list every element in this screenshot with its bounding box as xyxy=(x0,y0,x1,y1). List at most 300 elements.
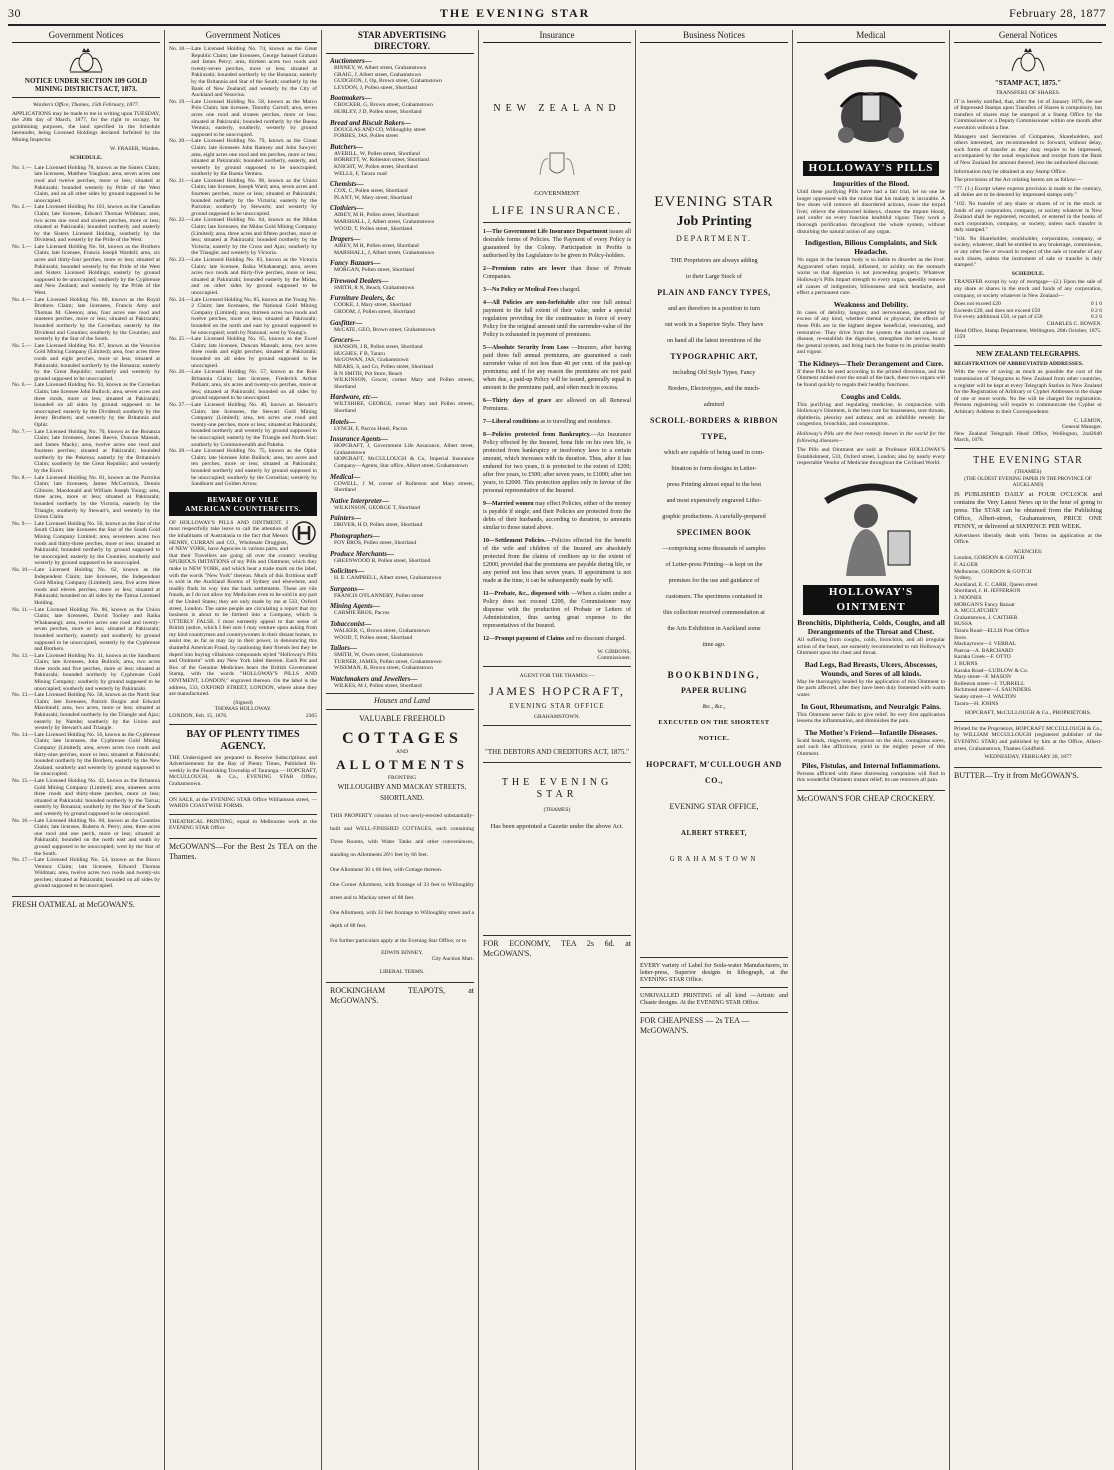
holloway-notice: OF HOLLOWAY'S PILLS AND OINTMENT. I most respectfully take leave to call the attention of the inhabitants of Australasia to the fact that Messrs HENRY, CURRAN and CO., Wholesale Druggists, of NEW YORK, have Agencies in various parts, and that their Travellers are going all over the country vending SPURIOUS IMITATIONS of my Pills and Ointment, which they make in NEW YORK, and which bear a trade mark on the label, with the words "New York" thereon. Much of this fictitious stuff is sold in the Auckland Rooms of Sydney and elsewhere, and readily finds its way into the back settlements. These are vile frauds, as I do not allow my Medicines even to be sold in any part of the United States; they are only made by me at 533, Oxford street, London. The same people are circulating a report that my business is about to be formed into a Company, which is UTTERLY FALSE. I most earnestly appeal to that sense of British justice, which I feel sure I may venture upon asking from my kind countrymen and countrywomen in their distant homes, to assist me, as far as may lay in their power, in denouncing this shameful American Fraud, by cautioning their friends lest they be duped into buying villainous compounds styled "Holloway's Pills and Ointment" with any New York label thereon. Each Pot and Box of the Genuine Medicines bears the British Government Stamp, with the words "HOLLOWAY'S PILLS AND OINTMENT, LONDON," engraved thereon. On the label is the address, 533, OXFORD STREET, LONDON, where alone they are manufactured. xyxy=(169,519,317,698)
commissioner-name: W. GIBBONS, xyxy=(597,648,631,655)
issue-date: February 28, 1877 xyxy=(1009,6,1106,20)
life-insurance-heading: LIFE INSURANCE. xyxy=(491,202,622,217)
directory-entry: GRAIG, J, Albert street, Grahamstown xyxy=(334,71,422,78)
directory-category: Medical— xyxy=(330,472,361,481)
schedule-table xyxy=(169,46,317,488)
directory-entry: AVERILL, W, Pollen street, Shortland xyxy=(334,150,420,157)
manager-name: C. LEMON, xyxy=(1074,417,1102,424)
schedule-text: TRANSFER except by way of mortgage—(2.) Upon the sale of any share or shares in the stock and funds of any corporation, company, or society whatever in New Zealand— xyxy=(954,279,1102,299)
schedule-title: SCHEDULE. xyxy=(69,155,103,162)
ad-line: this collection received commendation at xyxy=(663,609,765,616)
stamp-text: "104. No Shareholder, stockholder, corporation, company, or society, whatever, shall be entitled to any brokerage, commission, or any other fee or reward in respect of the sale or transfer of any such shares, unless the instrument of sale or transfer is duly stamped." xyxy=(954,235,1102,269)
schedule-row: No. 11.— Late Licensed Holding No. 86, known as the Union Claim; late licensees, David Toohey and Raika Whakaeangi; area, twelve acres one rood and twenty-seven perches, more or less; situated at Pakirarahi; bounded northerly, easterly and southerly by ground supposed to be unoccupied, westerly by the Cyphreuse and Brothers. xyxy=(12,606,160,653)
ad-line: out work in a Superior Style. They have xyxy=(664,321,764,328)
liberal-terms: LIBERAL TERMS. xyxy=(379,969,425,976)
notice-intro: APPLICATIONS may be made to me in writing upon TUESDAY, the 20th day of March, 1877, for the right to occupy, for goldmining purposes, the land specified in the Schedule hereunder, being Licensed Holdings declared forfeited by the Mining Inspector. xyxy=(12,110,160,143)
schedule-row: No. 4.— Late Licensed Holding No. 80, known as the Royal Brothers Claim; late licensees, Francis Amy and Thomas M. Gleeson; area, four acres one rood and nineteen perches, more or less; situated at Pakirarahi; bounded northerly by the Cornelian; easterly by the Dividend and Counties; southerly by the Counties; and westerly by the Star of the South. xyxy=(12,296,160,343)
directory-category: Photographers— xyxy=(330,531,380,540)
ad-line: press Printing almost equal to the best xyxy=(666,481,762,488)
agent-entry: Rolleston street—J. TURRELL xyxy=(954,680,1025,687)
stamp-dept: Head Office, Stamp Department, Wellington, 20th October, 1875. xyxy=(954,327,1102,334)
ad-line: time ago. xyxy=(702,641,726,648)
insurance-item: 1—The Government Life Insurance Department issues all desirable forms of Policies. The Payment of every Policy is guaranteed by the Colony. Participation in Profits is authorised by the Legislature to be given to Policy-holders. xyxy=(483,228,631,259)
directory-category: Mining Agents— xyxy=(330,602,380,611)
ad-line: of Letter-press Printing—is kept on the xyxy=(665,561,763,568)
agent-office: EVENING STAR OFFICE xyxy=(509,702,605,711)
street-name: ALBERT STREET, xyxy=(680,829,748,837)
printed-by: Printed for the Proprietors, HOPCRAFT MCCULLOUGH & Co., by WILLIAM MCCULLOUGH (registered publisher of the EVENING STAR) and published by him at the Office, Albert-street, Grahamstown, Thames Goldfield. xyxy=(954,725,1102,752)
stamp-text: "102. No transfer of any share or shares of or in the stock or funds of any corporation, company, or society whatever in New Zealand shall be registered, recorded, or entered in the books of such corporation, company, or society, unless such transfer is duly stamped." xyxy=(954,200,1102,234)
department-label: DEPARTMENT. xyxy=(676,234,752,243)
directory-entry: FRANCIS O'FLANNERY, Pollen street xyxy=(334,592,424,599)
diseases-list-intro: Holloway's Pills are the best remedy known in the world for the following diseases— xyxy=(797,431,945,444)
directory-entry: McCATE, GEO, Brown street, Grahamstown xyxy=(334,326,436,333)
schedule-row: No. 21.— Late Licensed Holding No. 90, known as the Union Claim; late licensee, Joseph Ward; area, seven acres and fourteen perches, more or less; situated at Pakirarahi; bounded northerly by the Victoria; easterly by the Pactolus; southerly by Stewarts; and westerly by ground supposed to be unoccupied. xyxy=(169,177,317,217)
directory-category: Firewood Dealers— xyxy=(330,276,389,285)
footer-ad: ROCKINGHAM TEAPOTS, at McGOWAN'S. xyxy=(326,982,474,1006)
ad-line: and are therefore in a position to turn xyxy=(668,305,760,312)
insurance-item: 6—Thirty days of grace are allowed on all Renewal Premiums. xyxy=(483,397,631,412)
agent-entry: Shortland, J. H. JEFFERSON xyxy=(954,588,1021,595)
directory-entry: LEYDON, J, Pollen street, Shortland xyxy=(334,84,418,91)
holloway-dateline: LONDON, Feb. 15, 1876. 2365 xyxy=(169,713,317,719)
agencies-heading: AGENCIES: xyxy=(1013,548,1043,555)
signed-label: (Signed) xyxy=(233,699,253,706)
column-insurance xyxy=(479,30,636,1470)
insurance-item: 5—Absolute Security from Loss —Insurers, after having paid three full annual premiums, are guaranteed a cash surrender value of not less than 40 per cent. of the paid-up premiums; and if for any reason the premiums are not paid when due, a paid-up Policy will be issued, generally equal in amount to the premiums paid, and often much in excess. xyxy=(483,344,631,391)
directory-entry: WELLS, F, Tararu road xyxy=(334,170,387,177)
divider xyxy=(169,814,317,815)
directory-entry: SMITH, R N, Beach, Grahamstown xyxy=(334,284,415,291)
directory-entry: GROOM, J, Pollen street, Shortland xyxy=(334,309,415,316)
directory-entry: H. E. CAMPBELL, Albert street, Grahamstown xyxy=(334,575,442,582)
divider xyxy=(483,666,631,667)
directory-category: Fancy Bazaars— xyxy=(330,259,381,268)
agent-entry: Tararu—H. JOHNS xyxy=(954,700,999,707)
schedule-row: No. 18.— Late Licensed Holding No. 74, known as the Great Republic Claim; late licensees, George Samuel Graham and James Percy; area, thirteen acres two roods and twenty-seven perches, more or less; situated at Pakirarahi; bounded northerly by the Bonanza; easterly by the Britannia and Star of the South; southerly by the Bank of New Zealand; and westerly by the City of Auckland and Vesuvius. xyxy=(169,46,317,99)
section-heading: Bad Legs, Bad Breasts, Ulcers, Abscesses, Wounds, and Sores of all kinds. xyxy=(804,659,938,678)
schedule-row: No. 25.— Late Licensed Holding No. 65, known as the Excel Claim; late licensee, Duncan Mansah; area, two acres three roods and eight perches; situated at Pakirarahi; bounded on all sides by ground supposed to be unoccupied. xyxy=(169,336,317,369)
directory-category: Chemists— xyxy=(330,180,364,189)
directory-category: Watchmakers and Jewellers— xyxy=(330,674,418,683)
directory-category: Tobacconist— xyxy=(330,619,372,628)
theatrical-notice: THEATRICAL PRINTING, equal to Melbourne work at the EVENING STAR Office xyxy=(169,818,317,832)
evening-star-heading: EVENING STAR xyxy=(654,194,774,210)
column-heading: STAR ADVERTISING DIRECTORY. xyxy=(326,30,474,54)
schedule-row: No. 5.— Late Licensed Holding No. 87, known as the Vesuvius Gold Mining Company (Limited); area, four acres three roods and eight perches, more or less; situated at Pakirarahi; bounded northerly by the Bonanza; easterly by the Great Republic; southerly and westerly by ground supposed to be unoccupied. xyxy=(12,342,160,382)
agent-town: GRAHAMSTOWN. xyxy=(533,713,581,720)
directory-entry: TURNER, JAMES, Pollen street, Grahamstown xyxy=(334,658,442,665)
ad-line: which are capable of being used in com- xyxy=(663,449,765,456)
footer-ad: BUTTER—Try it from McGOWAN'S. xyxy=(954,767,1102,781)
directory-entry: FOY BROS, Pollen street, Shortland xyxy=(334,539,417,546)
bay-of-plenty-title: BAY OF PLENTY TIMES AGENCY. xyxy=(186,728,300,752)
directory-entry: PLANT, W, Mary street, Shortland xyxy=(334,194,413,201)
allotment-2: One Allotment, with 33 feet frontage to Willoughby street and a depth of 88 feet. xyxy=(330,909,474,929)
printing-ad-lines xyxy=(640,253,788,653)
commissioner-title: Commissioner. xyxy=(597,655,631,662)
paper-title: THE EVENING STAR xyxy=(439,6,591,20)
cottages-heading: COTTAGES xyxy=(342,729,462,747)
bookbinding-heading: BOOKBINDING, xyxy=(667,670,761,680)
agent-entry: London, GORDON & GOTCH xyxy=(954,555,1025,562)
signatory: CHARLES C. BOWEN. xyxy=(1046,321,1102,327)
imprint-date: WEDNESDAY, FEBRUARY 28, 1877 xyxy=(984,754,1072,761)
column-heading: Government Notices xyxy=(12,30,160,43)
directory-entry: MARSHALL, J, Albert street, Grahamstown xyxy=(334,249,435,256)
notice-label: NOTICE. xyxy=(698,735,730,742)
section-heading: Piles, Fistulas, and Internal Inflammations. xyxy=(801,760,941,770)
directory-entry: GREENWOOD B, Pollen street, Shortland xyxy=(334,557,431,564)
directory-entry: R N SMITH, Pot Store, Beach xyxy=(334,370,403,377)
agent-entry: Sydney, xyxy=(954,575,972,582)
schedule-row: No. 28.— Late Licensed Holding No. 75, known as the Ophir Claim; late licensee John Bullock; area, ten acres and ten perches, more or less; situated at Pakirarahi; bounded northerly and easterly by ground supposed to be unoccupied; southerly by the Cornelian; westerly by Sandhurst and Golden Arrow. xyxy=(169,448,317,488)
agent-entry: J. BURNS xyxy=(954,660,978,667)
holloway-ointment-illustration xyxy=(816,471,926,581)
section-text: Until these purifying Pills have had a fair trial, let no one be longer oppressed with the notion that his malady is incurable. A few doses will remove all disordered actions, rouse the torpid liver, relieve the obstructed kidneys, cleanse the impure blood, and confer on every function healthful vigour. They work a thorough purification throughout the whole system, without disturbing the natural action of any organ. xyxy=(797,189,945,235)
footer-ad: McGOWAN'S—For the Best 2s TEA on the Thames. xyxy=(169,838,317,862)
divider xyxy=(954,721,1102,722)
divider xyxy=(12,97,160,98)
directory-entry: CARMIE BROS, Pacros xyxy=(334,610,390,617)
directory-category: Tailors— xyxy=(330,644,357,653)
schedule-row: No. 12.— Late Licensed Holding No. 41, known as the Sandhurst Claim; late licensees, John Bullock; area, two acres three roods and five perches, more or less; situated at Pakirarahi; bounded northerly by Cyphreuse Gold Mining Company; southerly by ground supposed to be unoccupied; southerly and westerly by Pakirarahi. xyxy=(12,652,160,692)
directory-entry: MORGAN, Pollen street, Shortland xyxy=(334,267,415,274)
town-name: GRAHAMSTOWN xyxy=(669,855,759,863)
directory-category: Grocers— xyxy=(330,336,360,345)
directory-category: Produce Merchants— xyxy=(330,549,394,558)
column-heading: General Notices xyxy=(954,30,1102,43)
section-heading: The Mother's Friend—Infantile Diseases. xyxy=(804,727,938,737)
published-text: IS PUBLISHED DAILY at FOUR O'CLOCK and contains the Very Latest News up to the hour of going to press. The STAR can be obtained from the Publishing Office, Albert-street, Grahamstown, PRICE ONE PENNY, or delivered at SIXPENCE PER WEEK. xyxy=(954,490,1102,530)
directory-category: Native Interpreter— xyxy=(330,496,389,505)
and-label: AND xyxy=(395,748,409,755)
etc-label: &c., &c., xyxy=(702,703,726,710)
stamp-text: The provisions of the Act relating hereto are as follow:— xyxy=(954,177,1083,184)
schedule-table xyxy=(12,165,160,890)
insurance-items xyxy=(483,228,631,643)
directory-category: Furniture Dealers, &c xyxy=(330,294,395,303)
column-government-1 xyxy=(8,30,165,1470)
directory-entry: HUGHES, F B, Tararu xyxy=(334,350,385,357)
divider xyxy=(326,693,474,694)
directory-entry: GUDGEON, J, Op, Brown street, Grahamstown xyxy=(334,78,442,85)
government-label: GOVERNMENT xyxy=(534,190,580,197)
insurance-item: 10—Settlement Policies.—Policies effected for the benefit of the wife and children of the Insured are absolutely protected from the claims of creditors up to the extent of £2000, provided that the premiums are payable during life, or any period not less than seven years. If appointment is not made at the time, it can be subsequently made by will. xyxy=(483,537,631,584)
bay-of-plenty-text: THE Undersigned are prepared to Receive Subscriptions and Advertisements for the Bay of Plenty Times, Published Bi-weekly in the Flourishing Township of Tauranga.— HOPCRAFT, McCULLOUGH, & Co., EVENING STAR Office, Grahamstown. xyxy=(169,754,317,787)
directory-list xyxy=(326,57,474,689)
auctioneer-name: EDWIN BINNEY, xyxy=(381,949,423,956)
stamp-text: "77. (1.) Except where express provision is made to the contrary, all duties are to be denoted by impressed stamps only." xyxy=(954,185,1102,199)
ad-line: admired xyxy=(703,401,725,408)
agent-entry: Melbourne, GORDON & GOTCH xyxy=(954,568,1032,575)
proprietors-name: HOPCRAFT, M'CULLOUGH AND CO., xyxy=(646,760,782,785)
insurance-item: 4—All Policies are non-forfeitable after one full annual payment to the full extent of their value, under a special regulation providing for the continuance in force of every Policy for the original amount until the surrender-value of the Policy is exhausted in payment of premiums. xyxy=(483,299,632,338)
column-heading: Insurance xyxy=(483,30,631,43)
valuable-freehold: VALUABLE FREEHOLD xyxy=(359,714,445,724)
agent-entry: Karaka Road—LUDLOW & Co. xyxy=(954,667,1029,674)
agent-entry: J. NOONES xyxy=(954,595,982,602)
directory-entry: WISEMAN, B, Brown street, Grahamstown xyxy=(334,665,433,672)
section-text: All suffering from coughs, colds, bronchitis, and all irregular action of the heart, are earnestly recommended to rub Holloway's Ointment upon the chest and throat. xyxy=(797,637,945,657)
wardens-office: Warden's Office, Thames, 15th February, 1877. xyxy=(33,102,139,108)
directory-entry: BORRETT, W, Rolleston street, Shortland xyxy=(334,157,429,164)
agent-entry: BUSSA xyxy=(954,621,973,628)
agent-entry: F. ALGER xyxy=(954,562,978,569)
schedule-row: No. 7.— Late Licensed Holding No. 70, known as the Bonanza Claim; late licensees, James Reeve, Duncan Mansah, and James Macky; area, twelve acres one rood and fourteen perches; situated at Pakirarahi; bounded northerly by the Pukeroa; easterly by the Britannia's Claim; southerly by the Great Republic; and westerly by the Excel. xyxy=(12,428,160,475)
section-text: Persons afflicted with these distressing complaints will find in this wonderful Ointment instant relief; its use removes all pain. xyxy=(797,770,945,784)
notice-signature: W. FRASER, Warden. xyxy=(109,145,160,152)
column-medical xyxy=(793,30,950,1470)
directory-entry: HURLEY, J D, Pollen street, Shortland xyxy=(334,108,422,115)
schedule-row: No. 15.— Late Licensed Holding No. 42, known as the Britannia Gold Mining Company (Limited); area, nineteen acres three roods and thirty-three perches, more or less; situated at Pakirarahi; bounded northerly by the Tairua; easterly by Bonanza; southerly by the Star of the South and westerly by ground supposed to be unoccupied. xyxy=(12,777,160,817)
insurance-item: 7—Liberal conditions as to travelling and residence. xyxy=(483,418,612,425)
unrivalled-notice: UNRIVALLED PRINTING of all kind —Artistic and Chaste designs. At the EVENING STAR Office. xyxy=(640,992,788,1006)
ad-line: bination to form designs in Letter- xyxy=(671,465,757,472)
directory-entry: HOPCRAFT, J, Government Life Assurance, Albert street, Grahamstown xyxy=(334,443,474,456)
insurance-item: 9—Married women may effect Policies, either of the money is payable if single; and their Policies are protected from the debts of their husbands, according to duration, to amounts similar to those stated above. xyxy=(483,500,631,531)
ad-line: THE Proprietors are always adding xyxy=(670,257,758,264)
ad-line: premises for the use and guidance of xyxy=(668,577,760,584)
column-heading: Business Notices xyxy=(640,30,788,43)
labels-notice: EVERY variety of Label for Soda-water Manufacturers, in letter-press, Superior designs in lithograph, at the EVENING STAR Office. xyxy=(640,962,788,983)
stamp-text: Information may be obtained at any Stamp Office. xyxy=(954,168,1067,175)
schedule-row: No. 17.— Late Licensed Holding No. 54, known as the Bosco Ventura Claim; late licensee, Edward Thomas Wildman; area, twelve acres two roods and twenty-six perches; situated at Pakirarahi; bounded on all sides by ground supposed to be unoccupied. xyxy=(12,857,160,890)
footer-ad: FOR ECONOMY, TEA 2s 6d. at McGOWAN'S. xyxy=(483,935,631,959)
vendors-note: The Pills and Ointment are sold at Professor HOLLOWAY'S Establishment, 533, Oxford street, London; also by nearly every respectable Vendor of Medicine throughout the Civilised World. xyxy=(797,447,945,467)
schedule-row: No. 26.— Late Licensed Holding No. 57, known as the Rule Britannia Claim; late licensee, Frederick Arthur Pulham; area, six acres and twenty-six perches, more or less; situated at Pakirarahi; bounded on all sides by ground supposed to be unoccupied. xyxy=(169,369,317,402)
schedule-row: No. 8.— Late Licensed Holding No. 81, known as the Pactolus Claim; late licensees, James McCormick, Dennis Gilmore, Macdonald and William Joseph Young; area, three acres, more or less; situated at Pakirarahi; bounded northerly by the Victoria, easterly by the Triangle, southerly by Stewart's, and westerly by the Union Claim. xyxy=(12,474,160,521)
agent-entry: Karaka Creek—F. OTTO xyxy=(954,654,1011,661)
divider xyxy=(483,725,631,726)
directory-category: Bread and Biscuit Bakers— xyxy=(330,118,412,127)
section-heading: The Kidneys—Their Derangement and Cure. xyxy=(798,358,944,368)
allotment-corner: One Corner Allotment, with frontage of 33 feet to Willoughby street and to Mackay street of 88 feet. xyxy=(330,881,474,901)
gazette-appointed: Has been appointed a Gazette under the above Act. xyxy=(490,823,624,831)
ad-line: PLAIN AND FANCY TYPES, xyxy=(657,288,771,297)
column-advertising-directory xyxy=(322,30,479,1470)
directory-entry: BINNEY, W, Albert street, Grahamstown xyxy=(334,65,427,71)
insurance-item: 8—Policies protected from Bankruptcy.—An Insurance Policy effected by the Insured, bona fide on his own life, is protected from bankruptcy or insolvency laws to a certain amount, which increases with its duration. Thus, after it has endured for two years, it is protected to the extent of £200; after five years, to £500; after seven years, to £1000; after ten years, to £2000. This protection applies only in favour of the personal representative of the Insured. xyxy=(483,431,632,494)
divider xyxy=(326,709,474,710)
fee-row: Exceeds £20, and does not exceed £50 0 2 6 xyxy=(954,307,1102,314)
columns xyxy=(8,30,1106,1470)
directory-entry: DOUGLAS AND CO, Willoughby street xyxy=(334,126,426,133)
debtors-act: "THE DEBTORS AND CREDITORS ACT, 1875." xyxy=(485,747,629,756)
ad-line: SPECIMEN BOOK xyxy=(676,528,752,537)
directory-category: Hardware, etc— xyxy=(330,393,378,402)
divider xyxy=(640,987,788,988)
section-heading: Weakness and Debility. xyxy=(833,299,909,309)
fronting-label: FRONTING xyxy=(387,775,417,782)
paper-ruling-heading: PAPER RULING xyxy=(680,686,748,695)
agent-label: AGENT FOR THE THAMES:— xyxy=(519,672,595,679)
streets-label: WILLOUGHBY AND MACKAY STREETS, SHORTLAND. xyxy=(337,782,467,802)
property-desc: THIS PROPERTY consists of two newly-erected substantially-built and WELL-FINISHED COTTAGES, each containing Three Rooms, with Water Tanks and other conveniences, standing on Allotments 26½ feet by 66 feet. xyxy=(330,812,474,858)
schedule-row: No. 9.— Late Licensed Holding No. 50, known as the Star of the South Claim; late licensees the Star of the South Gold Mining Company Limited; area, seventeen acres two roods and thirty-three perches, more or less; situated at Pakirarahi; bounded northerly by ground supposed to be unoccupied; easterly by the Counties; southerly and westerly by ground supposed to be unoccupied. xyxy=(12,520,160,567)
directory-entry: CROCKER, G, Brown street, Grahamstown xyxy=(334,102,433,109)
ad-line: the Arts Exhibition in Auckland some xyxy=(667,625,761,632)
schedule-row: No. 1.— Late Licensed Holding 78, known as the Sisters Claim; late licensees, Matthew Vaughan; area, seven acres one rood and twelve perches, more or less; situated at Pakirarahi; bounded westerly by Pride of the West Claim, and on all other sides by ground supposed to be unoccupied. xyxy=(12,164,160,204)
further-particulars: For further particulars apply at the Evening Star Office; or to xyxy=(330,937,467,944)
telegraphs-heading: NEW ZEALAND TELEGRAPHS. xyxy=(976,349,1080,358)
directory-entry: AIREY, M H, Pollen street, Shortland xyxy=(334,212,419,219)
manager-title: General Manager. xyxy=(1061,424,1102,431)
proprietors: HOPCRAFT, McCULLOUGH & Co., PROPRIETORS. xyxy=(964,710,1092,717)
directory-entry: WILKINSON, GEORGE T, Shortland xyxy=(334,504,421,511)
divider xyxy=(483,762,631,763)
column-general-notices xyxy=(950,30,1106,1470)
directory-entry: MARSHALL, J, Albert street, Grahamstown xyxy=(334,218,435,225)
ad-line: TYPOGRAPHIC ART, xyxy=(670,352,758,361)
stamp-text: IT is hereby notified, that, after the 1st of January 1876, the use of Impressed Stamps upon Transfers of Shares is compulsory, but transfers of shares may be stamped at a Stamp Office by the Commissioner or a Deputy Commissioner within one month after execution without a fine. xyxy=(954,98,1102,131)
directory-entry: DRIVER, H D, Pollen street, Shortland xyxy=(334,522,423,529)
schedule-title: SCHEDULE. xyxy=(1011,270,1045,277)
schedule-row: No. 23.— Late Licensed Holding No. 83, known as the Victoria Claim; late licensee, Raika Whakaeangi; area, seven acres two roods and thirty-five perches, more or less; situated at Pakirarahi; bounded easterly by the Midas, and on other sides by ground supposed to be unoccupied. xyxy=(169,257,317,296)
section-text: In cases of debility, languor, and nervousness, generated by excess of any kind, whether mental or physical, the effects of these Pills are in the highest degree beneficial, renovating, and restorative. They drive from the system the morbid causes of disease, re-establish the digestion, strengthen the nerves, brace the general system, and bring back the frame to its pristine health and vigour. xyxy=(797,309,945,356)
agent-entry: MORGAN'S Fancy Bazaar xyxy=(954,601,1015,608)
schedule-row: No. 27.— Late Licensed Holding No. 40, known as Stewart's Claim; late licensees, the Stewart Gold Mining Company (Limited); area, ten acres one rood and twenty-one perches, more or less; situated at Pakirarahi; bounded northerly and westerly by ground supposed to be unoccupied; easterly by the Triangle and North Star; southerly by Commonwealth and Pakeha. xyxy=(169,402,317,448)
divider xyxy=(483,222,631,223)
schedule-row: No. 2.— Late Licensed Holding No 103, known as the Canadian Claim; late licensee, Edward Thomas Wildman; area, two acres one rood and sixteen perches, more or less; situated at Pakirarahi; bounded northerly and easterly by the Sisters Licensed Holding, southerly by the Dividend, and westerly by the Pride of the West. xyxy=(12,204,160,244)
directory-entry: KNIGHT, W, Pollen street, Shortland xyxy=(334,163,418,170)
divider xyxy=(169,724,317,725)
directory-entry: WALKER, G, Brown street, Grahamstown xyxy=(334,627,430,634)
royal-crest-icon xyxy=(1008,47,1048,75)
column-government-2 xyxy=(165,30,322,1470)
thames-label: (THAMES) xyxy=(543,806,571,813)
directory-entry: COX, C, Pollen street, Shortland xyxy=(334,188,408,195)
section-text: If these Pills be used according to the printed directions, and the Ointment rubbed over the small of the back, these two organs will be found quickly to regain their healthy functions. xyxy=(797,368,945,389)
directory-entry: HOPCRAFT, McCULLOUGH & Co, Imperial Insurance Company—Agents, Star office, Albert street, Grahamstown xyxy=(334,456,474,469)
section-text: No organ in the human body is so liable to disorder as the liver. Aggravated when torpid, inflamed, or acidity on the stomach warns us that digestion is not proceeding properly. Whatever Holloway's Pills impart strength to every organ, speedily remove all causes of indigestion, biliousness and sick headache, and effect a permanent cure. xyxy=(797,257,945,297)
footer-ad: McGOWAN'S FOR CHEAP CROCKERY. xyxy=(797,790,945,804)
agent-entry: Grahamstown, J. CAITHER xyxy=(954,614,1018,621)
insurance-item: 11—Probate, &c., dispensed with —When a claim under a Policy does not exceed £200, the Commissioner may dispense with the production of Probate or Letters of Administration, thus saving great expense to the representatives of the Insured. xyxy=(483,590,632,629)
column-heading: Government Notices xyxy=(169,30,317,43)
insurance-item: 12—Prompt payment of Claims and no discount charged. xyxy=(483,635,626,642)
schedule-row: No. 10.— Late Licensed Holding No. 62, known as the Independent Claim; late licensees, the Independent Gold Mining Company (Limited); area, five acres three roods and eleven perches, more or less; situated at Pakirarahi; bounded on all sides by the Tairua Licensed Holding. xyxy=(12,566,160,606)
divider xyxy=(640,957,788,958)
thames-label: (THAMES) xyxy=(1014,468,1042,475)
ad-line: Borders, Electrotypes, and the much- xyxy=(667,385,761,392)
schedule-row: No. 20.— Late Licensed Holding No. 79, known as the Count Claim; late licensees John Ramsey and John Sawyer; area, eight acres one rood and ten perches, more or less; situated at Pakirarahi; bounded northerly, easterly, and westerly by ground supposed to be unoccupied; southerly by the Buena Ventura. xyxy=(169,138,317,178)
section-heading: Bronchitis, Diphtheria, Colds, Coughs, and all Derangements of the Throat and Chest. xyxy=(797,618,945,636)
royal-crest-icon xyxy=(66,47,106,75)
column-business-notices xyxy=(636,30,793,1470)
h-trademark-icon xyxy=(291,520,317,546)
schedule-row: No. 13.— Late Licensed Holding No. 58, known as the North Star Claim; late licensees, Patrick Burgin and Edward Macdonell; area, two acres, more or less; situated at Pakirarahi; bounded northerly by the Triangle and Ajax; easterly by Nambe; southerly by the Union and westerly by Stewart's and Triangle. xyxy=(12,692,160,732)
directory-entry: WOOD, T, Pollen street, Shortland xyxy=(334,634,413,641)
office-name: EVENING STAR OFFICE, xyxy=(669,802,759,811)
agent-entry: Paeroa—A. BARCHARD xyxy=(954,647,1013,654)
insurance-item: 3—No Policy or Medical Fees charged. xyxy=(483,286,581,293)
coat-of-arms-icon xyxy=(532,145,582,185)
fee-table xyxy=(954,301,1102,321)
evening-star-heading: THE EVENING STAR xyxy=(501,776,613,800)
fee-row: For every additional £50, or part of £50 0 2 6 xyxy=(954,314,1102,321)
divider xyxy=(954,345,1102,346)
ad-line: including Old Style Types, Fancy xyxy=(672,369,756,376)
schedule-row: No. 3.— Late Licensed Holding No. 84, known as the Brothers Claim; late licensee, Francis Joseph Wardell; area, six acres and thirty-four perches, more or less; situated at Pakirarahi; bounded westerly by the Pride of the West and Sisters Licensed Holdings; easterly by ground supposed to be unoccupied; southerly by the Cyphreuse and New Zealand; and westerly by the Pride of the West. xyxy=(12,243,160,297)
section-heading: Impurities of the Blood. xyxy=(832,179,910,188)
directory-entry: COWELL, J M, corner of Rolleston and Mary streets, Shortland xyxy=(334,480,474,494)
schedule-row: No. 14.— Late Licensed Holding No. 56, known as the Cyphreuse Claim; late licensees, the Cyphreuse Gold Mining Company (Limited); area, seven acres two roods and thirty-nine perches, more or less; situated at Pakirarahi; bounded northerly by the Brothers, easterly by the New Zealand, southerly and westerly by ground supposed to be unoccupied. xyxy=(12,731,160,778)
section-text: This purifying and regulating medicine, in conjunction with Holloway's Ointment, is the best cure for hoarseness, sore throats, diphtheria, pleurisy and asthma; and an infallible remedy for congestion, bronchitis, and consumption. xyxy=(797,401,945,428)
schedule-row: No. 22.— Late Licensed Holding No. 64, known as the Midas Claim; late licensees, the Midas Gold Mining Company (Limited); area, three acres and fifteen perches, more or less; situated at Pakirarahi; bounded northerly by the Victoria; easterly by the Cross and Ajax; southerly by the Triangle; and westerly by Victoria. xyxy=(169,217,317,257)
new-zealand-heading: NEW ZEALAND xyxy=(493,103,621,114)
directory-entry: WOOD, T, Pollen street, Shortland xyxy=(334,225,413,232)
directory-category: Bootmakers— xyxy=(330,94,372,103)
holloway-signature: THOMAS HOLLOWAY. xyxy=(214,706,272,713)
holloway-pills-illustration xyxy=(816,47,926,157)
oldest-paper: (THE OLDEST EVENING PAPER IN THE PROVINCE OF AUCKLAND) xyxy=(964,475,1092,489)
divider xyxy=(954,448,1102,449)
directory-category: Drapers— xyxy=(330,235,361,244)
holloway-pills-banner: HOLLOWAY'S PILLS xyxy=(803,161,939,176)
column-heading: Medical xyxy=(797,30,945,43)
ad-line: on hand all the latest inventions of the xyxy=(666,337,762,344)
directory-category: Gasfitter— xyxy=(330,318,363,327)
directory-category: Clothiers— xyxy=(330,204,364,213)
divider xyxy=(169,792,317,793)
stamp-text: Managers and Secretaries of Companies, Shareholders, and others interested, are recommended to forward, without delay, such forms of transfer as they may require to be impressed, accompanied by the usual requisition and receipt from the Bank of New Zealand for amount thereof, less the authorised discount. xyxy=(954,133,1102,166)
masthead xyxy=(8,6,1106,26)
telegraph-text: With the view of saving as much as possible the cost of the transmission of Telegrams to New Zealand from other countries, a register will be kept at every Telegraph Station in New Zealand for the Registration of Arbitrary or Cypher Addresses in the shape of one or more words. No fee will be charged for registration. Persons registering will require to communicate the Cypher or Arbitrary Address to their Correspondents. xyxy=(954,369,1102,415)
agent-name: JAMES HOPCRAFT, xyxy=(489,684,625,699)
directory-category: Hotels— xyxy=(330,417,356,426)
notice-heading: NOTICE UNDER SECTION 109 GOLD MINING DISTRICTS ACT, 1873. xyxy=(24,77,148,93)
section-heading: Indigestion, Bilious Complaints, and Sick Headache. xyxy=(804,238,938,257)
directory-entry: McGOWAN, JAS, Grahamstown xyxy=(334,357,409,364)
registration-heading: REGISTRATION OF ABBREVIATED ADDRESSES. xyxy=(954,360,1084,367)
executed-label: EXECUTED ON THE SHORTEST xyxy=(658,719,770,726)
directory-entry: HANSON, J R, Pollen street, Shortland xyxy=(334,344,423,351)
directory-entry: LYNCH, F, Pacros Hotel, Pacros xyxy=(334,425,408,432)
advertisers-text: Advertisers liberally dealt with. Terms on application at the Office. xyxy=(954,532,1102,546)
directory-category: Painters— xyxy=(330,514,362,523)
schedule-row: No. 24.— Late Licensed Holding No. 85, known as the Young No. 2 Claim; late licensees, the National Gold Mining Company (Limited); area, thirteen acres two roods and twelve perches, more or less; situated at Pakirarahi; bounded on the north and east by ground supposed to be unoccupied; south by National; west by Young's. xyxy=(169,296,317,336)
section-heading: Coughs and Colds. xyxy=(840,391,902,401)
beware-banner: BEWARE OF VILE AMERICAN COUNTERFEITS. xyxy=(169,492,317,516)
ad-line: to their Large Stock of xyxy=(686,273,742,280)
agent-entry: Store. xyxy=(954,634,968,641)
allotment-1: One Allotment 30 x 66 feet, with Cottage thereon. xyxy=(330,866,443,873)
auction-mart: City Auction Mart. xyxy=(431,956,474,963)
schedule-row: No. 6.— Late Licensed Holding No. 93, known as the Cornelian Claim; late licensee John Bullock; area, seven acres and three roods, more or less; situated at Pakirarahi; bounded on all sides by ground supposed to be unoccupied; easterly by the Dividend; southerly by the Jersey Brothers; and westerly by the Britannia and Ophir. xyxy=(12,382,160,428)
ad-line: —comprising some thousands of samples xyxy=(662,545,766,552)
fee-row: Does not exceed £20 0 1 0 xyxy=(954,301,1102,308)
directory-entry: SMITH, W, Owen street, Grahamstown xyxy=(334,652,423,659)
directory-category: Auctioneers— xyxy=(330,57,372,65)
footer-ad: FOR CHEAPNESS — 2s TEA — McGOWAN'S. xyxy=(640,1012,788,1036)
agent-entry: Tararu Road—ELLIS Post Office xyxy=(954,628,1030,634)
ad-line: graphic productions. A carefully-prepared xyxy=(662,513,766,520)
houses-and-land-heading: Houses and Land xyxy=(373,696,430,706)
agent-entry: A. MCCLATCHEY xyxy=(954,608,999,615)
directory-category: Insurance Agents— xyxy=(330,435,388,444)
ad-line: and most expensively engraved Litho- xyxy=(666,497,762,504)
section-text: May be thoroughly healed by the application of this Ointment to the parts affected, after they have been duly fomented with warm water. xyxy=(797,678,945,698)
agent-entry: Richmond street—J. SAUNDERS xyxy=(954,687,1031,694)
holloway-ointment-banner: HOLLOWAY'S OINTMENT xyxy=(803,585,939,615)
section-text: Scald heads, ringworm, eruptions on the skin, contagious sores, and such like afflictions, yield to the mighty power of this Ointment. xyxy=(797,737,945,757)
ad-line: customers. The specimens contained in xyxy=(665,593,763,600)
agent-entry: Sealey street—J. WALTON xyxy=(954,693,1016,700)
on-sale-notice: ON SALE, at the EVENING STAR Office Williamson street, — WARDS COASTWISE FORMS. xyxy=(169,796,317,810)
directory-entry: COOKE, J, Mary street, Shortland xyxy=(334,302,412,309)
directory-entry: WILTSHIRE, GEORGE, corner Mary and Pollen streets, Shortland xyxy=(334,401,474,414)
